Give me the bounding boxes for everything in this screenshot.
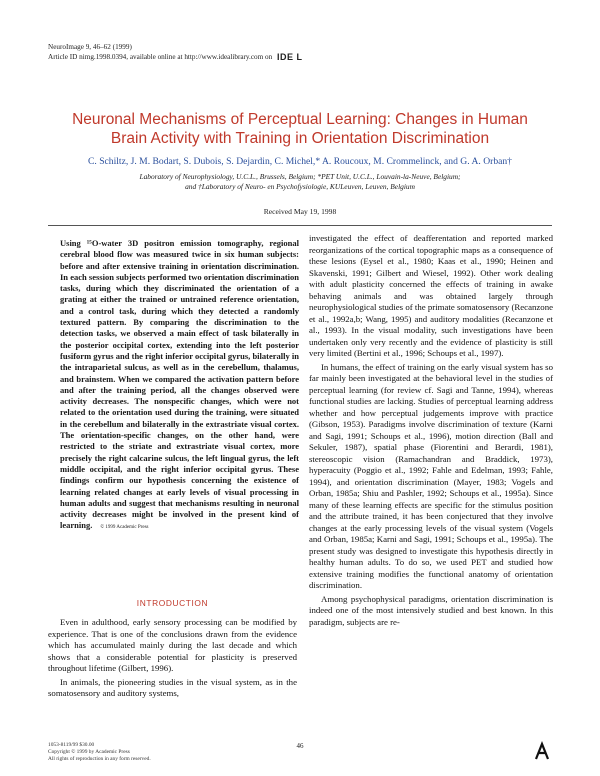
affiliations: [60, 172, 540, 191]
running-header: [48, 42, 303, 62]
body-paragraph: In humans, the effect of training on the early visual system has so far mainly been investigated at the behavioral level in the studies of perceptual learning (for review cf. Sagi and Tanne, 1994), whereas functional studies are lacking. Studies of perceptual learning address whether and how perceptual judgements improve with practice (Gibson, 1953). Paradigms involve discrimination of texture (Karni and Sagi, 1991; Schoups et al., 1996), motion direction (Ball and Sekuler, 1987), spatial phase (Fiorentini and Berardi, 1981), stereoscopic vision (Ramachandran and Braddick, 1973), hyperacuity (Poggio et al., 1992; Fahle and Edelman, 1993; Fahle, 1994), and orientation discrimination (Mayer, 1983; Vogels and Orban, 1985a; Shiu and Pashler, 1992; Schoups et al., 1995a). Since many of these learning effects are specific for the stimulus position and the attribute trained, it has been conjectured that they involve changes at the early processing levels of the visual system (Vogels and Orban, 1985a; Karni and Sagi, 1991; Schoups et al., 1995a). The present study was designed to investigate this hypothesis directly in healthy human adults. To do so, we used PET and studied how extensive training modifies the functional anatomy of orientation discrimination.: [309, 361, 553, 590]
author-list: C. Schiltz, J. M. Bodart, S. Dubois, S. Dejardin, C. Michel,* A. Roucoux, M. Crommelinck, and G. A. Orban†: [88, 156, 512, 167]
affiliation-line: and †Laboratory of Neuro- en Psychofysiologie, KULeuven, Leuven, Belgium: [185, 181, 415, 191]
body-paragraph: Among psychophysical paradigms, orientation discrimination is indeed one of the most intensively studied and best known. In this paradigm, subjects are re-: [309, 593, 553, 627]
abstract: [60, 238, 299, 534]
body-paragraph: investigated the effect of deafferentation and reported marked reorganizations of the cortical topographic maps as a consequence of these lesions (Eysel et al., 1980; Kaas et al., 1990; Heinen and Skavenski, 1991; Gilbert and Wiesel, 1992). Other work dealing with adult plasticity concerned the effects of training in awake behaving animals and was obtained largely through neurophysiological studies of the primate somatosensory (Recanzone et al., 1992a,b; Wang, 1995) and auditory modalities (Recanzone et al., 1993). In the visual modality, such investigations have been undertaken only very recently and the evidence of plasticity is still very limited (Bertini et al., 1996; Schoups et al., 1997).: [309, 233, 553, 358]
header-divider: [48, 225, 552, 226]
received-date: Received May 19, 1998: [263, 207, 337, 216]
journal-citation: NeuroImage 9, 46–62 (1999): [48, 43, 132, 51]
article-id-line: Article ID nimg.1998.0394, available online at http://www.idealibrary.com on: [48, 53, 273, 61]
academic-press-logo-icon: [532, 741, 552, 761]
copyright-line: Copyright © 1999 by Academic Press: [48, 749, 130, 755]
ideal-logo: IDE L: [277, 52, 303, 62]
copyright-footer: [48, 742, 151, 763]
body-paragraph: In animals, the pioneering studies in the visual system, as in the somatosensory and auditory systems,: [48, 676, 297, 698]
left-column-body: [48, 617, 297, 700]
abstract-copyright: © 1999 Academic Press: [100, 525, 149, 531]
affiliation-line: Laboratory of Neurophysiology, U.C.L., Brussels, Belgium; *PET Unit, U.C.L., Louvain-la-Neuve, Belgium;: [139, 172, 461, 181]
abstract-text: Using ¹⁵O-water 3D positron emission tomography, regional cerebral blood flow was measured twice in six human subjects: before and after extensive training in orientation discrimination. In each session subjects performed two orientation discrimination tasks, during which they discriminated the orientation of a grating at either the trained or untrained reference orientation, and a control task, during which they detected a randomly textured pattern. By comparing the discrimination to the detection tasks, we observed a main effect of task bilaterally in the posterior occipital cortex, extending into the left posterior fusiform gyrus and the right inferior occipital gyrus, bilaterally in the intraparietal sulcus, as well as in the cerebellum, thalamus, and brainstem. When we compared the activation pattern before and after the training period, all the changes observed were activity decreases. The nonspecific changes, which were not related to the orientation used during the training, were situated in the cerebellum and bilaterally in the extrastriate visual cortex. The orientation-specific changes, on the other hand, were restricted to the striate and extrastriate visual cortex, more precisely the right calcarine sulcus, the left lingual gyrus, the left middle occipital, and the right inferior occipital gyrus. These findings confirm our hypothesis concerning the existence of learning related changes at early levels of visual processing in human adults and suggest that mechanisms resulting in neuronal activity decreases might be involved in the present kind of learning.: [60, 238, 299, 531]
page-number: 46: [296, 742, 304, 750]
body-paragraph: Even in adulthood, early sensory processing can be modified by experience. That is one of the conclusions drawn from the evidence which has accumulated mainly during the last decade and which shows that a considerable potential for plasticity is preserved throughout lifetime (Gilbert, 1996).: [48, 617, 297, 673]
section-heading-introduction: INTRODUCTION: [136, 598, 209, 608]
issn-line: 1053-8119/99 $30.00: [48, 742, 95, 748]
right-column-body: [309, 233, 553, 628]
paper-title: Neuronal Mechanisms of Perceptual Learning: Changes in Human Brain Activity with Training in Orientation Discrimination: [72, 111, 528, 147]
rights-line: All rights of reproduction in any form reserved.: [48, 756, 151, 762]
